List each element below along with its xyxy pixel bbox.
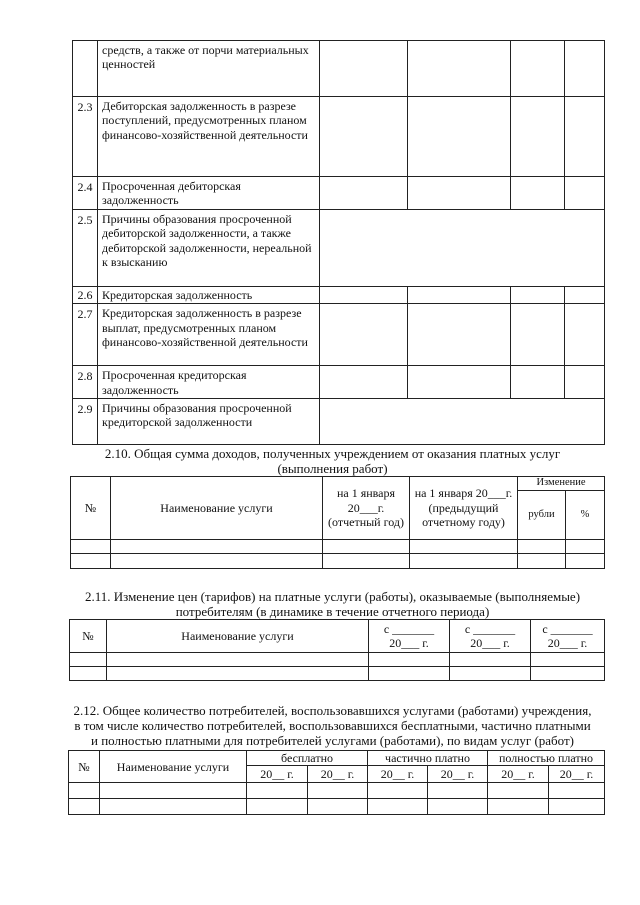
table-header-row <box>71 477 605 491</box>
table-header-row <box>70 620 605 653</box>
year-cell: 20__ г. <box>488 766 549 783</box>
value-cell <box>320 286 408 303</box>
cell <box>410 554 518 569</box>
col-jan-current-header: на 1 января 20___г. (отчетный год) <box>323 477 410 540</box>
row-number: 2.7 <box>73 304 98 366</box>
row-number: 2.8 <box>73 366 98 399</box>
cell <box>410 540 518 554</box>
cell <box>566 554 605 569</box>
table-row <box>73 366 605 399</box>
cell <box>107 653 369 667</box>
cell <box>368 783 428 799</box>
col-number-header: № <box>69 751 100 783</box>
value-cell <box>408 286 511 303</box>
table-row <box>69 783 605 799</box>
year-cell: 20__ г. <box>308 766 368 783</box>
value-cell <box>511 97 565 177</box>
cell <box>518 540 566 554</box>
value-cell <box>320 366 408 399</box>
value-cell <box>511 177 565 210</box>
date-header-cell <box>450 620 531 653</box>
table-row <box>73 41 605 97</box>
indicators-table <box>72 40 605 445</box>
merged-value-cell <box>320 209 605 286</box>
col-number-header: № <box>71 477 111 540</box>
cell <box>488 783 549 799</box>
table-row <box>69 799 605 815</box>
cell <box>71 540 111 554</box>
cell <box>100 783 247 799</box>
date-from: с _______ <box>464 621 516 636</box>
caption-line: в том числе количество потребителей, воспользовавшихся бесплатными, частично платными <box>74 718 591 733</box>
col-service-header: Наименование услуги <box>100 751 247 783</box>
value-cell <box>511 366 565 399</box>
year-cell: 20__ г. <box>549 766 605 783</box>
cell <box>549 799 605 815</box>
cell <box>111 554 323 569</box>
section-2-12-caption <box>50 703 615 748</box>
row-description: Кредиторская задолженность <box>98 286 320 303</box>
cell <box>428 783 488 799</box>
cell <box>111 540 323 554</box>
cell <box>70 653 107 667</box>
cell <box>518 554 566 569</box>
table-row <box>71 554 605 569</box>
cell <box>450 653 531 667</box>
value-cell <box>565 177 605 210</box>
caption-line: (выполнения работ) <box>277 461 388 476</box>
col-rub-header: рубли <box>518 491 566 540</box>
col-pct-header: % <box>566 491 605 540</box>
col-full-header: полностью платно <box>488 751 605 766</box>
value-cell <box>511 286 565 303</box>
value-cell <box>511 41 565 97</box>
value-cell <box>408 41 511 97</box>
value-cell <box>320 177 408 210</box>
consumers-table <box>68 750 605 815</box>
cell <box>549 783 605 799</box>
cell <box>100 799 247 815</box>
col-free-header: бесплатно <box>247 751 368 766</box>
row-number: 2.4 <box>73 177 98 210</box>
caption-line: потребителям (в динамике в течение отчетного периода) <box>175 604 490 619</box>
row-number: 2.3 <box>73 97 98 177</box>
year-cell: 20__ г. <box>247 766 308 783</box>
value-cell <box>320 41 408 97</box>
cell <box>428 799 488 815</box>
table-row <box>70 653 605 667</box>
col-jan-prev-header: на 1 января 20___г. (предыдущий отчетному году) <box>410 477 518 540</box>
cell <box>323 554 410 569</box>
table-row <box>71 540 605 554</box>
row-description: Просроченная дебиторская задолженность <box>98 177 320 210</box>
value-cell <box>565 366 605 399</box>
col-partial-header: частично платно <box>368 751 488 766</box>
cell <box>369 667 450 681</box>
date-year: 20___ г. <box>547 636 588 650</box>
table-row <box>73 209 605 286</box>
table-row <box>73 177 605 210</box>
col-change-header: Изменение <box>518 477 605 491</box>
cell <box>566 540 605 554</box>
value-cell <box>408 304 511 366</box>
cell <box>107 667 369 681</box>
cell <box>369 653 450 667</box>
row-number: 2.6 <box>73 286 98 303</box>
caption-line: 2.10. Общая сумма доходов, полученных учреждением от оказания платных услуг <box>104 446 561 461</box>
year-cell: 20__ г. <box>368 766 428 783</box>
cell <box>69 799 100 815</box>
value-cell <box>511 304 565 366</box>
table-row <box>73 304 605 366</box>
table-row <box>73 97 605 177</box>
col-service-header: Наименование услуги <box>107 620 369 653</box>
date-from: с _______ <box>542 621 593 636</box>
merged-value-cell <box>320 398 605 444</box>
cell <box>69 783 100 799</box>
section-2-11-caption <box>50 589 615 619</box>
table-row <box>73 398 605 444</box>
cell <box>247 799 308 815</box>
table-header-row <box>69 751 605 766</box>
row-number: 2.5 <box>73 209 98 286</box>
row-number: 2.9 <box>73 398 98 444</box>
tariff-change-table <box>69 619 605 681</box>
value-cell <box>320 97 408 177</box>
col-service-header: Наименование услуги <box>111 477 323 540</box>
row-number <box>73 41 98 97</box>
row-description: Кредиторская задолженность в разрезе выплат, предусмотренных планом финансово-хозяйственной деятельности <box>98 304 320 366</box>
value-cell <box>565 286 605 303</box>
date-year: 20___ г. <box>470 636 510 650</box>
date-from: с _______ <box>383 621 435 636</box>
cell <box>308 799 368 815</box>
cell <box>531 653 605 667</box>
value-cell <box>320 304 408 366</box>
caption-line: и полностью платными для потребителей услугами (работами), по видам услуг (работ) <box>90 733 574 748</box>
table-row <box>73 286 605 303</box>
cell <box>247 783 308 799</box>
cell <box>323 540 410 554</box>
value-cell <box>565 304 605 366</box>
col-number-header: № <box>70 620 107 653</box>
row-description: Причины образования просроченной кредиторской задолженности <box>98 398 320 444</box>
row-description: Просроченная кредиторская задолженность <box>98 366 320 399</box>
caption-line: 2.12. Общее количество потребителей, воспользовавшихся услугами (работами) учреждения, <box>73 703 592 718</box>
year-cell: 20__ г. <box>428 766 488 783</box>
cell <box>71 554 111 569</box>
value-cell <box>565 97 605 177</box>
row-description: средств, а также от порчи материальных ценностей <box>98 41 320 97</box>
paid-income-table <box>70 476 605 569</box>
cell <box>450 667 531 681</box>
section-2-10-caption <box>50 446 615 476</box>
value-cell <box>408 366 511 399</box>
cell <box>531 667 605 681</box>
table-row <box>70 667 605 681</box>
cell <box>368 799 428 815</box>
date-header-cell <box>531 620 605 653</box>
value-cell <box>408 177 511 210</box>
cell <box>70 667 107 681</box>
row-description: Причины образования просроченной дебиторской задолженности, а также дебиторской задолженности, нереальной к взысканию <box>98 209 320 286</box>
cell <box>308 783 368 799</box>
row-description: Дебиторская задолженность в разрезе поступлений, предусмотренных планом финансово-хозяйственной деятельности <box>98 97 320 177</box>
caption-line: 2.11. Изменение цен (тарифов) на платные услуги (работы), оказываемые (выполняемые) <box>84 589 581 604</box>
date-header-cell <box>369 620 450 653</box>
value-cell <box>565 41 605 97</box>
cell <box>488 799 549 815</box>
date-year: 20___ г. <box>389 636 429 650</box>
value-cell <box>408 97 511 177</box>
